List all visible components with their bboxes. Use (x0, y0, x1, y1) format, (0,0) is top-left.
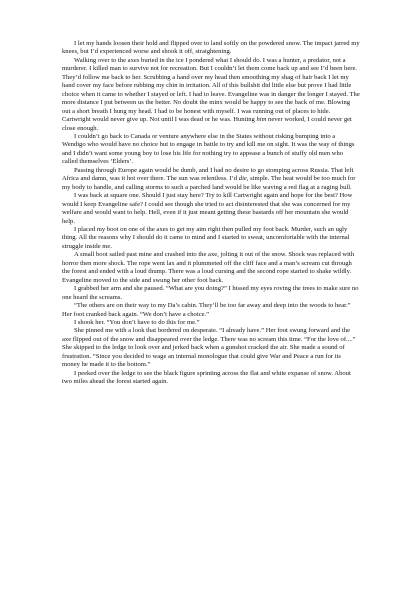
body-paragraph (62, 285, 360, 302)
body-paragraph (62, 226, 360, 251)
italic-text-run: die (238, 175, 247, 183)
manuscript-page (62, 40, 360, 387)
body-paragraph (62, 167, 360, 192)
body-paragraph (62, 133, 360, 167)
text-run: I let my hands loosen their hold and flipped over to land softly on the powdered snow. The impact jarred my knees, but I’d experienced worse and shook it off, straightening. (62, 40, 360, 56)
text-run: I placed my boot on one of the axes to get my aim right then pulled my foot back. Murder, such an ugly thing. All the reasons why I should do it came to mind and I started to sweat, uncomfortable with the internal struggle inside me. (62, 225, 350, 250)
text-run: Passing through Europe again would be dumb, and I had no desire to go stomping across Russia. That left Africa and damn, was it hot over there. The sun was relentless. I’d (62, 166, 354, 183)
text-run: never worked, I could never get close enough. (62, 116, 352, 132)
body-paragraph (62, 327, 360, 369)
body-paragraph (62, 40, 360, 57)
italic-text-run: him (256, 116, 267, 124)
text-run: “The others are on their way to my Da’s cabin. They’ll be too far away and deep into the woods to hear.” Her foot cranked back again. “We don’t have a choice.” (62, 302, 351, 318)
body-paragraph (62, 370, 360, 387)
body-paragraph (62, 319, 360, 327)
text-run: , simple. The heat would be too much for my body to handle, and calling storms to such a parched land would be like waving a red flag at a raging bull. (62, 175, 356, 191)
text-run: I shook her. “You don’t have to do this for me.” (74, 318, 200, 326)
body-paragraph (62, 57, 360, 133)
text-run: I couldn’t go back to Canada or venture anywhere else in the States without risking bumping into a Wendigo who would have no choice but to engage in battle to try and kill me on sight. It was the way of things and I didn’t want some young boy to lose his life for nothing try to appease a bunch of stuffy old men who called themselves ‘Elders’. (62, 132, 355, 166)
text-run: Walking over to the axes buried in the ice I pondered what I should do. I was a hunter, a predator, not a murderer. I killed man to survive not for recreation. But I couldn’t let them come back up and see I’d been here. They’d follow me back to her. Scrubbing a hand over my head then smoothing my shag of hair back I let my hand cover my face before rubbing my chin in irritation. All of this bullshit did little else but prove I had little choice when it came to whether I stayed or left. I had to leave. Evangeline was in danger the longer I stayed. The more distance I put between us the better. No doubt the minx would be happy to see the back of me. Blowing out a short breath I hung my head. I had to be honest with myself. I was running out of places to hide. Cartwright would never give up. Not until I was dead or he was. Hunting (62, 56, 360, 124)
text-run: I was back at square one. Should I just stay here? Try to kill Cartwright again and hope for the best? How would I keep Evangeline safe? I could see though she tried to act disinterested that she was concerned for my welfare and would want to help. Hell, even if it just meant getting these bastards off her mountain she would help. (62, 192, 353, 225)
text-run: I grabbed her arm and she paused. “What are you doing?” I hissed my eyes roving the trees to make sure no one heard the screams. (62, 285, 359, 301)
text-run: A small boot sailed past mine and crashed into the axe, jolting it out of the snow. Shock was replaced with horror then more shock. The rope went lax and it plummeted off the cliff face and a man’s scream cut through the forest and ended with a loud thump. There was a loud cursing and the second rope started to shake wildly. Evangeline moved to the side and swung her other foot back. (62, 251, 355, 284)
text-run: She pinned me with a look that bordered on desperate. “I already have.” Her foot swung forward and the axe flipped out of the snow and disappeared over the ledge. There was no scream this time. “For the love of....” She skipped to the ledge to look over and jerked back when a gunshot cracked the air. She made a sound of frustration. “Since you decided to wage an internal monologue that could give War and Peace a run for its money he made it to the bottom.” (62, 327, 356, 369)
body-paragraph (62, 192, 360, 226)
text-run: I peeked over the ledge to see the black figure sprinting across the flat and white expanse of snow. About two miles ahead the forest started again. (62, 369, 351, 386)
body-paragraph (62, 251, 360, 285)
body-paragraph (62, 302, 360, 319)
